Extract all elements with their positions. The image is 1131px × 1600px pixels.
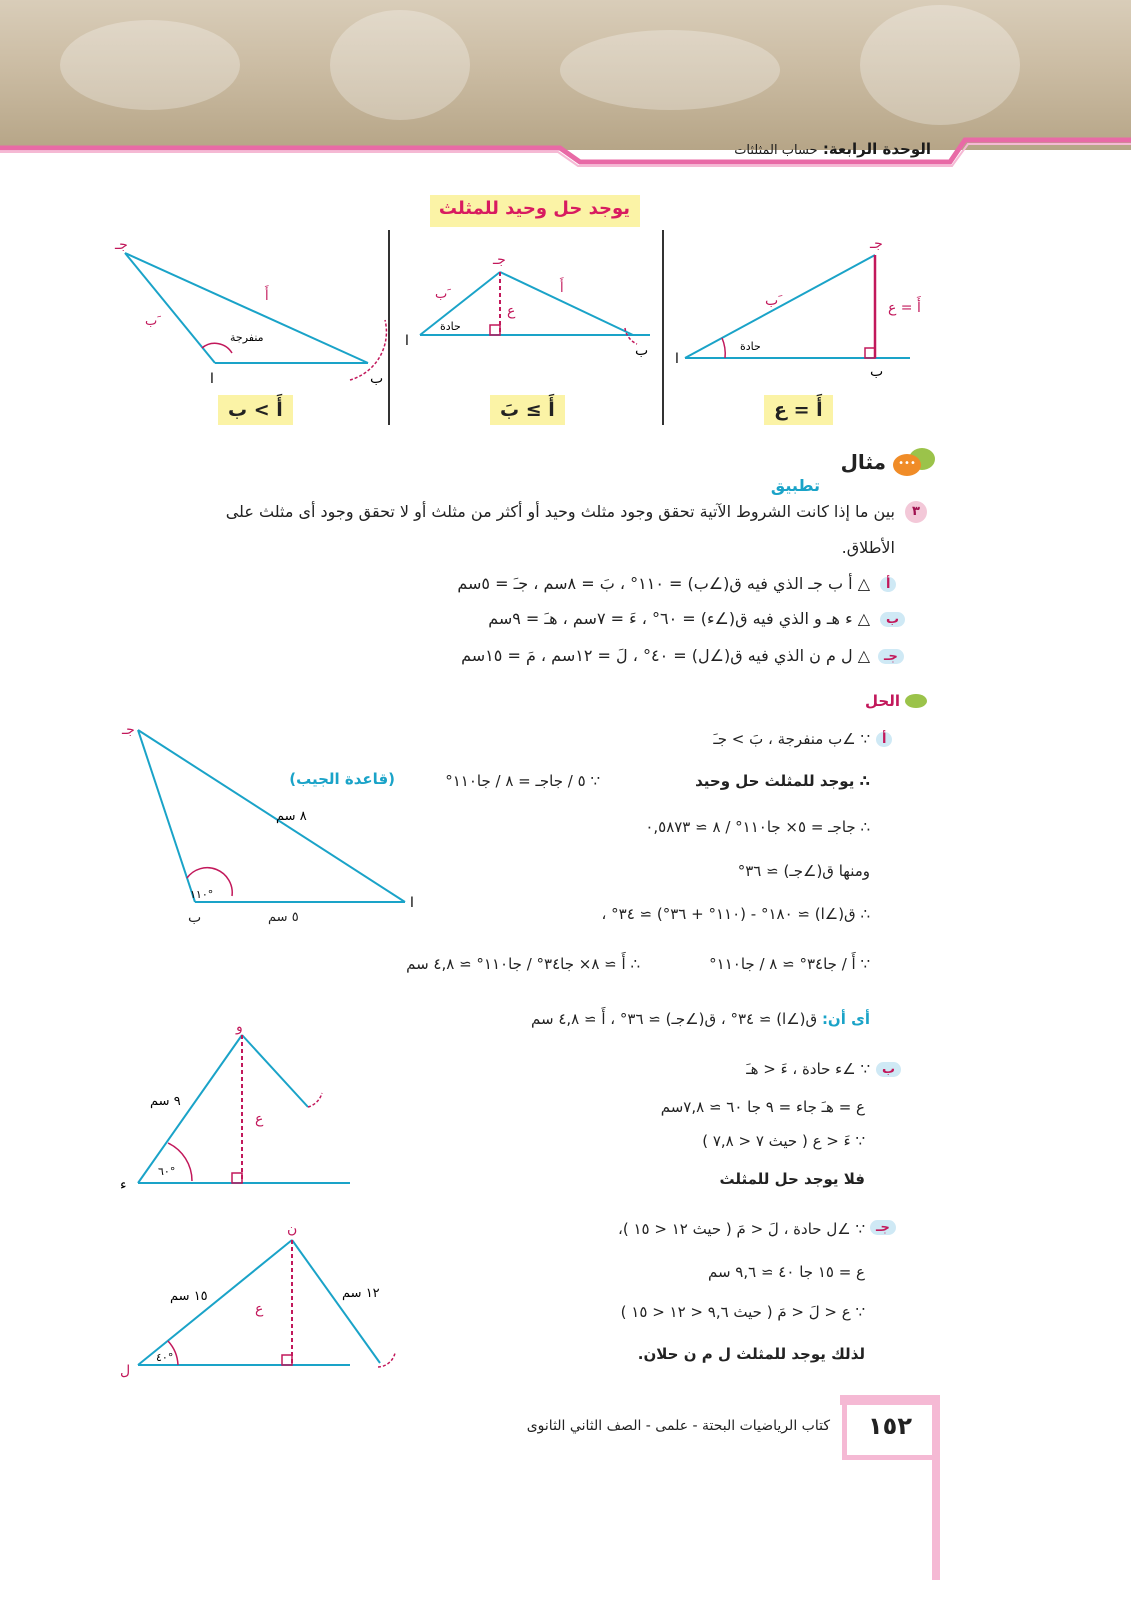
book-title: كتاب الرياضيات البحتة - علمى - الصف الثاني الثانوى (526, 1418, 830, 1434)
example-heading: مثال (840, 450, 886, 474)
sol-a-line7-prefix: أى أن: (821, 1010, 870, 1028)
sol-c-line3: ∵ ع < لَ < مَ ( حيث ٩,٦ < ١٢ < ١٥ ) (620, 1303, 865, 1321)
sol-a-line6a: ∵ أَ / جا٣٤° ≃ ٨ / جا١١٠° (709, 955, 870, 973)
case1-vertex-b: ب (870, 364, 884, 380)
sol-a-fig-b: ب (188, 910, 202, 926)
part-c-text: △ ل م ن الذي فيه ق(∠ل) = ٤٠° ، لَ = ١٢سم ، مَ = ١٥سم (461, 646, 870, 665)
unit-subtitle: حساب المثلثات (734, 143, 818, 158)
sol-b-line2: ع = هـَ جاء = ٩ جا ٦٠ ≃ ٧,٨سم (660, 1098, 865, 1116)
case3-condition: أَ > ب (218, 395, 293, 425)
sol-a-figure (110, 720, 440, 910)
case2-angle-label: حادة (440, 320, 461, 333)
case2-side-b: ب َ (435, 287, 452, 302)
sol-c-fig-side2: ١٢ سم (342, 1286, 380, 1301)
sol-c-figure (110, 1215, 410, 1385)
sol-b-fig-d: ء (120, 1177, 127, 1193)
case3-side-a: أَ (265, 289, 269, 304)
sol-b-fig-side: ٩ سم (150, 1094, 181, 1109)
sol-a-fig-c: جـ (122, 722, 135, 738)
sol-b-figure (110, 1025, 360, 1195)
case3-vertex-a: ا (210, 371, 214, 387)
sol-a-fig-angle: ١١٠° (190, 888, 214, 901)
sol-b-line3: ∵ ءَ < ع ( حيث ٧ < ٧,٨ ) (702, 1132, 865, 1150)
case1-figure (670, 230, 930, 380)
part-a-badge: أ (880, 573, 896, 592)
sol-a-line6b: ∴ أَ ≃ ٨× جا٣٤° / جا١١٠° ≃ ٤,٨ سم (406, 955, 640, 973)
page-number: ١٥٢ (868, 1412, 912, 1440)
example-number: ٣ (905, 500, 927, 523)
case1-side-b: ب َ (765, 293, 783, 309)
sol-a-line5: ∴ ق(∠ا) ≃ ١٨٠° - (١١٠° + ٣٦°) ≃ ٣٤° ، (601, 905, 870, 923)
part-c-badge: جـ (878, 645, 904, 664)
sol-c-fig-h: ع (255, 1301, 264, 1317)
case1-angle-label: حادة (740, 340, 761, 353)
case1-vertex-c: جـ (870, 236, 883, 252)
sol-a-line2: ∴ يوجد للمثلث حل وحيد (695, 772, 870, 790)
sol-c-badge: جـ (870, 1216, 896, 1235)
case3-vertex-c: جـ (115, 237, 128, 253)
sol-c-line1: ∵ ∠ل حادة ، لَ < مَ ( حيث ١٢ < ١٥ )، (618, 1220, 865, 1238)
sol-a-badge: أ (876, 728, 892, 747)
sol-c-line2: ع = ١٥ جا ٤٠ ≃ ٩,٦ سم (707, 1263, 865, 1281)
case2-condition: أَ ≥ بَ (490, 395, 565, 425)
sol-a-line2-formula: ∵ ٥ / جاجـ = ٨ / جا١١٠° (445, 772, 600, 790)
case2-height: ع (507, 303, 516, 319)
sol-b-fig-angle: ٦٠° (158, 1165, 176, 1178)
question-line-2: الأطلاق. (841, 538, 895, 557)
sol-c-fig-angle: ٤٠° (156, 1351, 174, 1364)
case2-vertex-c: جـ (493, 252, 506, 268)
part-a-text: △ أ ب جـ الذي فيه ق(∠ب) = ١١٠° ، بَ = ٨سم ، جـَ = ٥سم (457, 574, 870, 593)
sol-a-line7 (440, 1010, 870, 1028)
footer-side-bar (932, 1395, 940, 1580)
unit-title: الوحدة الرابعة: حساب المثلثات (734, 140, 931, 158)
case1-condition: أَ = ع (764, 395, 833, 425)
case3-vertex-b: ب (370, 371, 384, 387)
top-section-title: يوجد حل وحيد للمثلث (438, 198, 630, 219)
sol-a-fig-side1: ٨ سم (276, 809, 307, 824)
question-line-1: بين ما إذا كانت الشروط الآتية تحقق وجود مثلث وحيد أو أكثر من مثلث أو لا تحقق وجود أى مثلث على (225, 502, 895, 521)
sol-b-line1: ∵ ∠ء حادة ، ءَ < هـَ (746, 1060, 870, 1078)
case1-vertex-a: ا (675, 351, 679, 367)
sol-b-badge: ب (876, 1058, 901, 1077)
case3-side-b: ب َ (145, 314, 162, 329)
case3-angle-label: منفرجة (230, 331, 264, 344)
sol-a-line4: ومنها ق(∠جـ) ≃ ٣٦° (737, 862, 870, 880)
example-subheading: تطبيق (770, 476, 820, 495)
sol-a-fig-side2: ٥ سم (268, 910, 299, 925)
part-b-badge: ب (880, 608, 905, 627)
chat-bubbles-icon: ••• (893, 448, 939, 476)
case3-figure (110, 235, 390, 395)
sol-a-fig-a: ا (410, 895, 414, 910)
case2-side-a: أَ (560, 281, 564, 296)
sol-c-fig-side1: ١٥ سم (170, 1289, 208, 1304)
sol-a-line3: ∴ جاجـ = ٥× جا١١٠° / ٨ ≃ ٠,٥٨٧٣ (645, 818, 870, 836)
sol-c-fig-n: ن (287, 1221, 298, 1237)
leaf-icon (905, 694, 927, 708)
sine-rule-label: (قاعدة الجيب) (289, 770, 395, 788)
case2-vertex-b: ب (635, 343, 649, 359)
case2-figure (395, 240, 660, 370)
case1-height-label: أَ = ع (888, 300, 921, 316)
sol-c-line4: لذلك يوجد للمثلث ل م ن حلان. (637, 1345, 865, 1363)
header-pink-line (0, 128, 1131, 168)
divider-right (662, 230, 664, 425)
part-b-text: △ ء هـ و الذي فيه ق(∠ء) = ٦٠° ، ءَ = ٧سم ، هـَ = ٩سم (488, 609, 870, 628)
sol-c-fig-l: ل (120, 1363, 131, 1379)
sol-a-line7-text: ق(∠ا) ≃ ٣٤° ، ق(∠جـ) ≃ ٣٦° ، أَ ≃ ٤,٨ سم (531, 1010, 818, 1028)
solution-heading: الحل (865, 692, 900, 710)
case2-vertex-a: ا (405, 333, 409, 349)
sol-b-fig-w: و (236, 1025, 243, 1035)
sol-a-line1: ∵ ∠ب منفرجة ، بَ > جـَ (713, 730, 870, 748)
sol-b-fig-h: ع (255, 1111, 264, 1127)
sol-b-line4: فلا يوجد حل للمثلث (719, 1170, 865, 1188)
